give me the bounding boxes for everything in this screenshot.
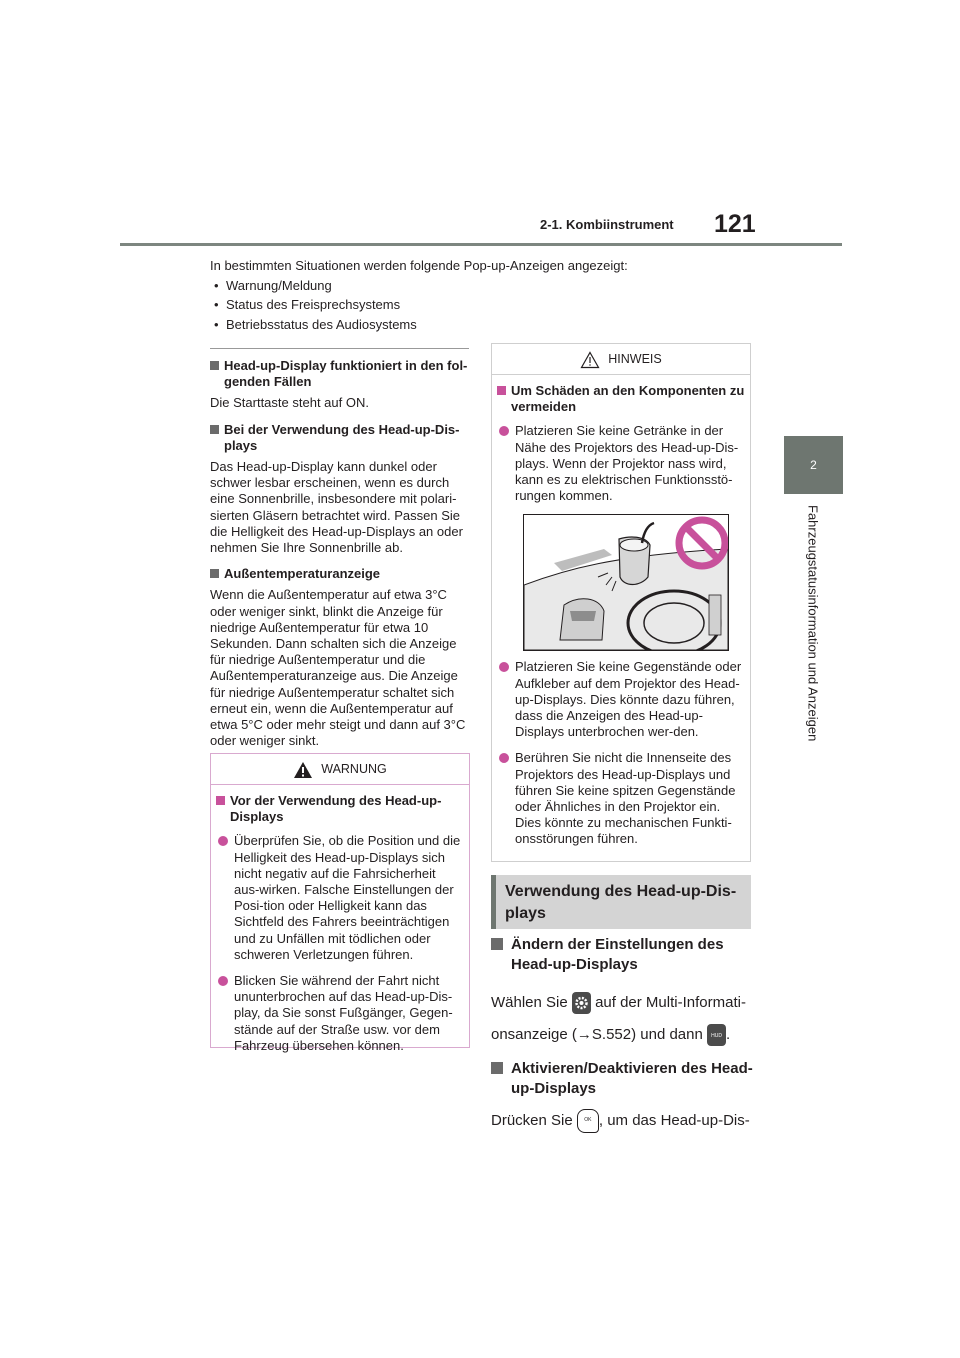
notice-box bbox=[491, 343, 751, 862]
paragraph: Das Head-up-Display kann dunkel oder schwer lesbar erscheinen, wenn es durch eine Sonnenbrille, insbesondere mit polari-sierten Gläsern betrachtet wird. Passen Sie die Helligkeit des Head-up-Displays an oder nehmen Sie Ihre Sonnenbrille ab. bbox=[210, 459, 463, 556]
subheading: Außentemperaturanzeige bbox=[210, 566, 469, 582]
text: S.552) und dann bbox=[591, 1026, 703, 1043]
section-heading-bar bbox=[491, 875, 751, 929]
text: auf der Multi-Informati-onsanzeige ( bbox=[491, 994, 746, 1043]
notice-item: Platzieren Sie keine Gegenstände oder Aufkleber auf dem Projektor des Head-up-Displays. Dies könnte dazu führen, dass die Anzeigen des Head-up-Displays unterbrochen wer-den. bbox=[497, 659, 745, 740]
arrow-icon: → bbox=[576, 1026, 592, 1043]
notice-title: HINWEIS bbox=[608, 352, 662, 366]
divider bbox=[210, 348, 469, 349]
header-rule bbox=[120, 243, 842, 246]
warning-title: WARNUNG bbox=[321, 762, 387, 776]
subheading: Head-up-Display funktioniert in den fol-genden Fällen bbox=[210, 358, 469, 390]
paragraph bbox=[491, 1109, 753, 1133]
hud-icon bbox=[707, 1024, 726, 1046]
ok-label: OK bbox=[584, 1117, 592, 1124]
intro bbox=[210, 256, 750, 334]
notice-item: Platzieren Sie keine Getränke in der Nähe des Projektors des Head-up-Dis-plays. Wenn der Projektor nass wird, kann es zu elektrischen Funktionsstö-rungen kommen. bbox=[497, 423, 745, 504]
subheading: Bei der Verwendung des Head-up-Dis-plays bbox=[210, 422, 469, 454]
notice-heading: Um Schäden an den Komponenten zu vermeiden bbox=[497, 383, 745, 415]
caution-triangle-icon bbox=[580, 351, 600, 369]
ok-button-icon bbox=[577, 1109, 599, 1133]
paragraph: Die Starttaste steht auf ON. bbox=[210, 395, 369, 411]
warning-heading: Vor der Verwendung des Head-up-Displays bbox=[216, 793, 464, 825]
section-title: 2-1. Kombiinstrument bbox=[540, 217, 674, 232]
intro-item: • Betriebsstatus des Audiosystems bbox=[210, 315, 750, 335]
projector-illustration bbox=[523, 514, 729, 651]
chapter-label bbox=[783, 505, 843, 760]
notice-title-bar bbox=[492, 344, 750, 375]
warning-title-bar bbox=[211, 754, 469, 785]
section-heading: Verwendung des Head-up-Dis-plays bbox=[505, 883, 737, 922]
intro-text: In bestimmten Situationen werden folgende Pop-up-Anzeigen angezeigt: bbox=[210, 258, 628, 273]
paragraph: Wenn die Außentemperatur auf etwa 3°C oder weniger sinkt, blinkt die Anzeige für niedrige Außentemperatur für etwa 10 Sekunden. Dann schalten sich die Anzeige für niedrige Außentemperatur und die Außentemperaturanzeige aus. Die Anzeige für niedrige Außentemperatur schaltet sich erneut ein, wenn die Außentemperatur auf etwa 5°C oder mehr steigt und dann auf 3°C oder weniger sinkt. bbox=[210, 587, 466, 749]
chapter-number: 2 bbox=[810, 458, 817, 472]
warning-item: Blicken Sie während der Fahrt nicht ununterbrochen auf das Head-up-Dis-play, da Sie sonst Fußgänger, Gegen-stände auf der Straße usw. vor dem Fahrzeug übersehen können. bbox=[216, 973, 464, 1054]
hud-label: HUD bbox=[711, 1033, 722, 1040]
page-number: 121 bbox=[714, 210, 756, 238]
section-content bbox=[491, 935, 753, 1133]
paragraph bbox=[491, 987, 753, 1051]
text: . bbox=[726, 1026, 731, 1043]
text: Wählen Sie bbox=[491, 994, 568, 1011]
notice-item: Berühren Sie nicht die Innenseite des Projektors des Head-up-Displays und führen Sie keine spitzen Gegenstände oder Ähnliches in den Projektor ein. Dies könnte zu mechanischen Funkti-onsstörungen führen. bbox=[497, 750, 745, 847]
chapter-tab bbox=[784, 436, 843, 494]
intro-item: • Warnung/Meldung bbox=[210, 276, 750, 296]
left-column bbox=[210, 352, 469, 759]
warning-item: Überprüfen Sie, ob die Position und die Helligkeit des Head-up-Displays sich nicht negativ auf die Fahrsicherheit aus-wirken. Falsche Einstellungen der Posi-tion oder Helligkeit kann das Sichtfeld des Fahrers beeinträchtigen und zu Unfällen mit tödlichen oder schweren Verletzungen führen. bbox=[216, 833, 464, 963]
warning-triangle-icon bbox=[293, 761, 313, 779]
warning-box bbox=[210, 753, 470, 1053]
intro-item: • Status des Freisprechsystems bbox=[210, 295, 750, 315]
subheading: Aktivieren/Deaktivieren des Head-up-Displays bbox=[491, 1059, 753, 1099]
text: Drücken Sie bbox=[491, 1112, 573, 1129]
chapter-title: Fahrzeugstatusinformation und Anzeigen bbox=[805, 505, 821, 742]
gear-icon bbox=[572, 992, 591, 1014]
text: , um das Head-up-Dis- bbox=[598, 1112, 750, 1129]
subheading: Ändern der Einstellungen des Head-up-Displays bbox=[491, 935, 753, 975]
